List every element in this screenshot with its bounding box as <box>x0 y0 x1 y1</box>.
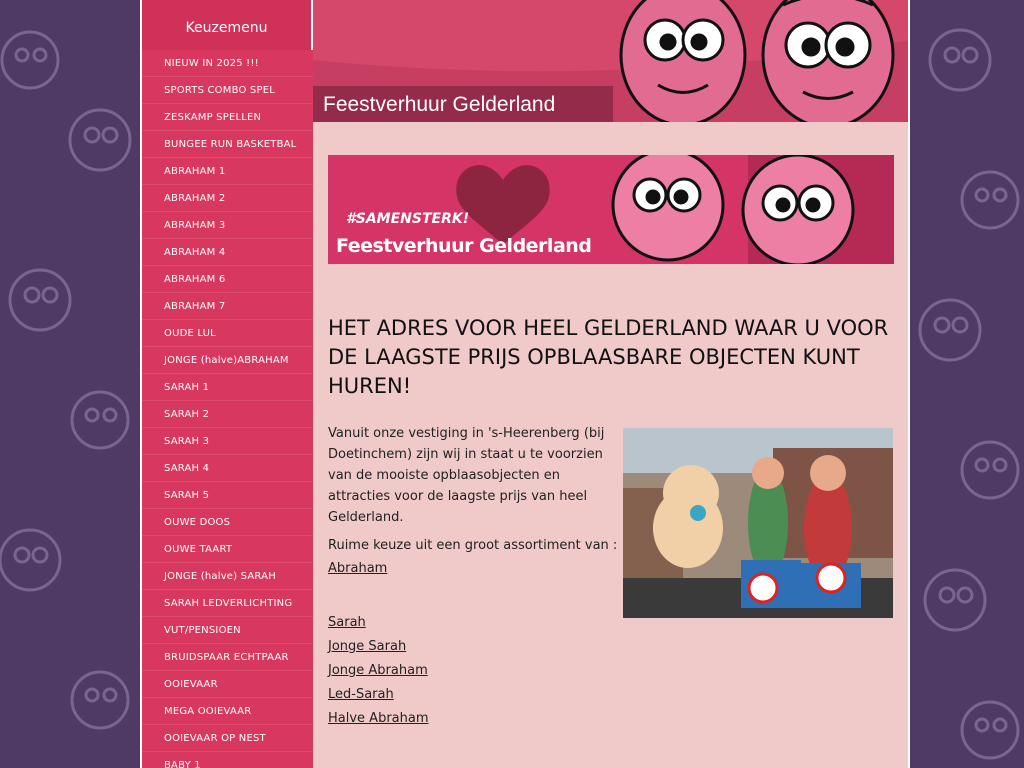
sidebar-item[interactable]: OOIEVAAR OP NEST <box>142 725 313 752</box>
sidebar-item[interactable]: OUWE DOOS <box>142 509 313 536</box>
sidebar-item[interactable]: ABRAHAM 6 <box>142 266 313 293</box>
sidebar-item[interactable]: OUDE LUL <box>142 320 313 347</box>
sidebar-item[interactable]: BRUIDSPAAR ECHTPAAR <box>142 644 313 671</box>
sidebar-item[interactable]: OUWE TAART <box>142 536 313 563</box>
menu-header: Keuzemenu <box>142 0 313 50</box>
sidebar-item[interactable]: SARAH 3 <box>142 428 313 455</box>
assortment-link[interactable]: Sarah <box>328 615 366 630</box>
intro-paragraph: Vanuit onze vestiging in 's-Heerenberg (bij Doetinchem) zijn wij in staat u te voorzien van de mooiste opblaasobjecten en attracties voor de laagste prijs van heel Gelderland. <box>328 426 605 525</box>
promo-title: Feestverhuur Gelderland <box>336 235 592 257</box>
sidebar-item[interactable]: SARAH 1 <box>142 374 313 401</box>
sidebar-item[interactable]: ABRAHAM 1 <box>142 158 313 185</box>
sidebar-item[interactable]: SARAH 4 <box>142 455 313 482</box>
intro-section <box>328 423 894 726</box>
menu-list <box>142 50 313 768</box>
sidebar-item[interactable]: VUT/PENSIOEN <box>142 617 313 644</box>
site-title: Feestverhuur Gelderland <box>313 86 613 122</box>
assortment-intro: Ruime keuze uit een groot assortiment van : <box>328 538 618 553</box>
assortment-link[interactable]: Jonge Abraham <box>328 663 428 678</box>
header-banner <box>313 0 910 122</box>
sidebar-item[interactable]: ABRAHAM 3 <box>142 212 313 239</box>
assortment-link[interactable]: Jonge Sarah <box>328 639 407 654</box>
sidebar-item[interactable]: ZESKAMP SPELLEN <box>142 104 313 131</box>
main-content <box>328 155 894 735</box>
sidebar-item[interactable]: JONGE (halve)ABRAHAM <box>142 347 313 374</box>
promo-hashtag: #SAMENSTERK! <box>346 211 470 227</box>
sidebar-item[interactable]: ABRAHAM 2 <box>142 185 313 212</box>
sidebar-item[interactable]: BUNGEE RUN BASKETBAL <box>142 131 313 158</box>
assortment-links-secondary <box>328 615 894 726</box>
inflatables-photo <box>623 428 893 618</box>
sidebar-item[interactable]: JONGE (halve) SARAH <box>142 563 313 590</box>
sidebar-item[interactable]: SARAH LEDVERLICHTING <box>142 590 313 617</box>
sidebar-item[interactable]: BABY 1 <box>142 752 313 768</box>
sidebar-item[interactable]: NIEUW IN 2025 !!! <box>142 50 313 77</box>
assortment-link[interactable]: Led-Sarah <box>328 687 394 702</box>
sidebar-item[interactable]: ABRAHAM 7 <box>142 293 313 320</box>
page-headline: HET ADRES VOOR HEEL GELDERLAND WAAR U VOOR DE LAAGSTE PRIJS OPBLAASBARE OBJECTEN KUNT HUREN! <box>328 316 889 398</box>
sidebar-item[interactable]: ABRAHAM 4 <box>142 239 313 266</box>
sidebar-item[interactable]: SARAH 2 <box>142 401 313 428</box>
sidebar-item[interactable]: SPORTS COMBO SPEL <box>142 77 313 104</box>
sidebar-item[interactable]: SARAH 5 <box>142 482 313 509</box>
sidebar-item[interactable]: OOIEVAAR <box>142 671 313 698</box>
assortment-link[interactable]: Halve Abraham <box>328 711 429 726</box>
sidebar-item[interactable]: MEGA OOIEVAAR <box>142 698 313 725</box>
assortment-link[interactable]: Abraham <box>328 561 388 576</box>
page-container <box>140 0 910 768</box>
sidebar-menu <box>142 0 313 768</box>
promo-banner <box>328 155 894 264</box>
